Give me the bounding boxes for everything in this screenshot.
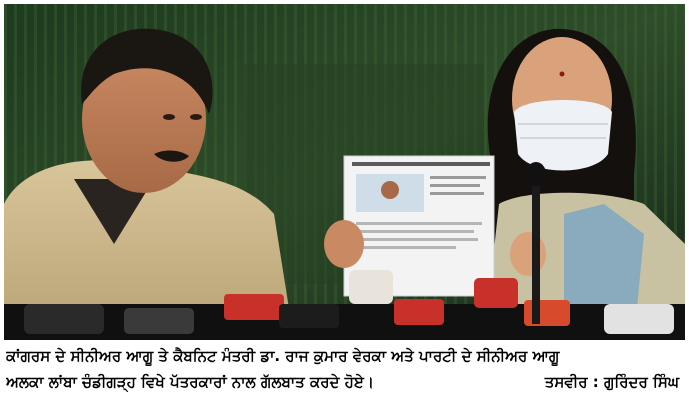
photo-illustration <box>4 4 685 340</box>
photo-credit: ਤਸਵੀਰ : ਗੁਰਿੰਦਰ ਸਿੰਘ <box>544 373 679 391</box>
news-photo <box>4 4 685 340</box>
photo-caption <box>4 342 685 404</box>
caption-line-2: ਅਲਕਾ ਲਾਂਬਾ ਚੰਡੀਗੜ੍ਹ ਵਿਖੇ ਪੱਤਰਕਾਰਾਂ ਨਾਲ ਗੱਲਬਾਤ ਕਰਦੇ ਹੋਏ। <box>6 373 374 391</box>
caption-line-1: ਕਾਂਗਰਸ ਦੇ ਸੀਨੀਅਰ ਆਗੂ ਤੇ ਕੈਬਨਿਟ ਮੰਤਰੀ ਡਾ. ਰਾਜ ਕੁਮਾਰ ਵੇਰਕਾ ਅਤੇ ਪਾਰਟੀ ਦੇ ਸੀਨੀਅਰ ਆਗੂ <box>6 347 560 365</box>
